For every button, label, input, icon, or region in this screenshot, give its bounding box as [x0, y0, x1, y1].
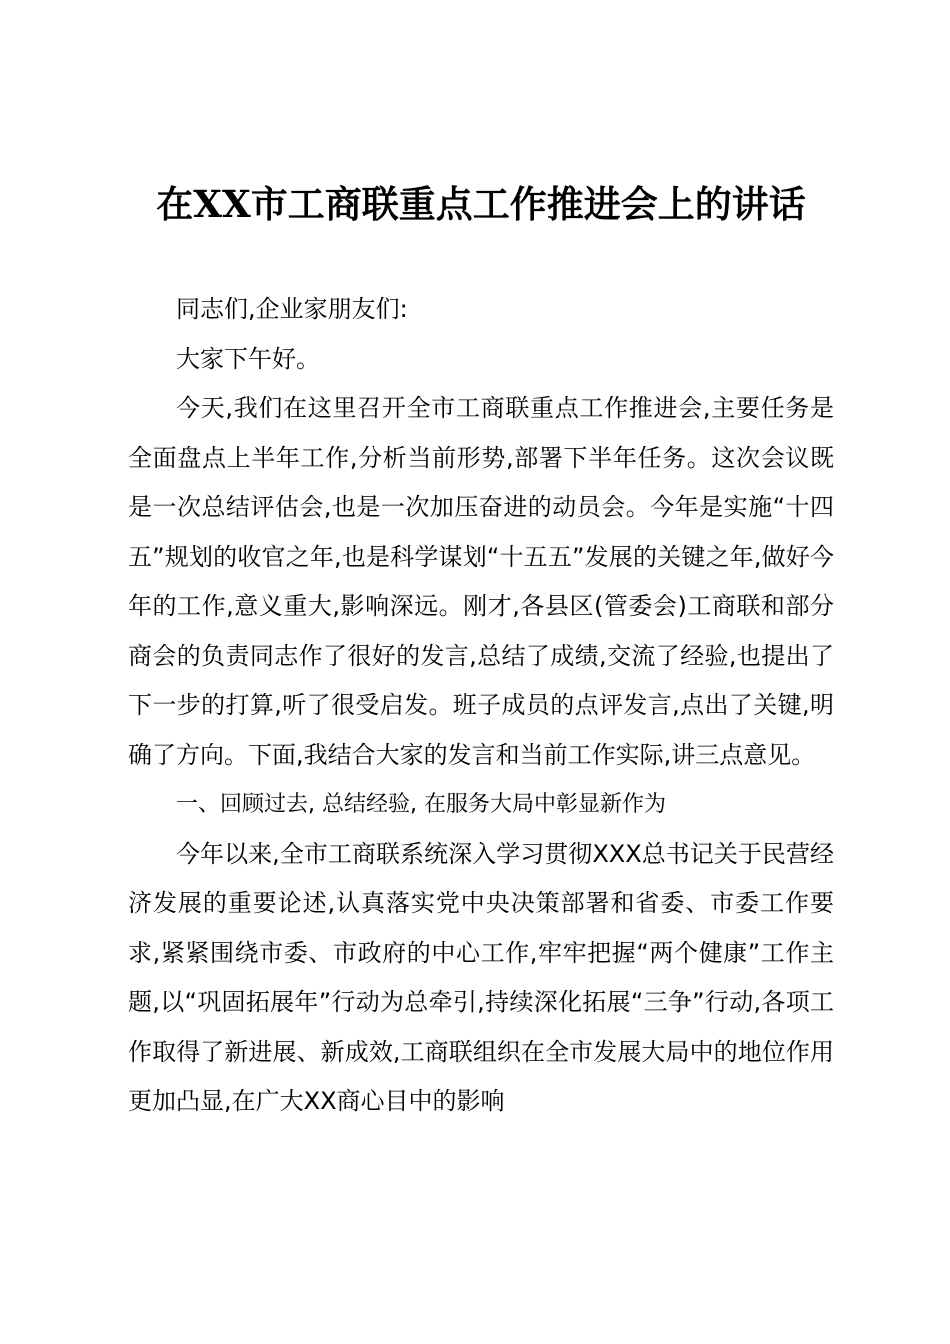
salutation: 同志们,企业家朋友们:	[176, 295, 408, 323]
greeting: 大家下午好。	[176, 344, 320, 373]
document-title: 在XX市工商联重点工作推进会上的讲话	[156, 182, 806, 226]
document-body	[128, 285, 834, 1127]
section-heading: 一、回顾过去, 总结经验, 在服务大局中彰显新作为	[176, 792, 666, 817]
section-paragraph: 今年以来,全市工商联系统深入学习贯彻XXX总书记关于民营经济发展的重要论述,认真落实党中央决策部署和省委、市委工作要求,紧紧围绕市委、市政府的中心工作,牢牢把握“两个健康”工作主题,以“巩固拓展年”行动为总牵引,持续深化拓展“三争”行动,各项工作取得了新进展、新成效,工商联组织在全市发展大局中的地位作用更加凸显,在广大XX商心目中的影响	[128, 839, 834, 1115]
body-paragraph: 今天,我们在这里召开全市工商联重点工作推进会,主要任务是全面盘点上半年工作,分析当前形势,部署下半年任务。这次会议既是一次总结评估会,也是一次加压奋进的动员会。今年是实施“十四五”规划的收官之年,也是科学谋划“十五五”发展的关键之年,做好今年的工作,意义重大,影响深远。刚才,各县区(管委会)工商联和部分商会的负责同志作了很好的发言,总结了成绩,交流了经验,也提出了下一步的打算,听了很受启发。班子成员的点评发言,点出了关键,明确了方向。下面,我结合大家的发言和当前工作实际,讲三点意见。	[128, 394, 834, 769]
